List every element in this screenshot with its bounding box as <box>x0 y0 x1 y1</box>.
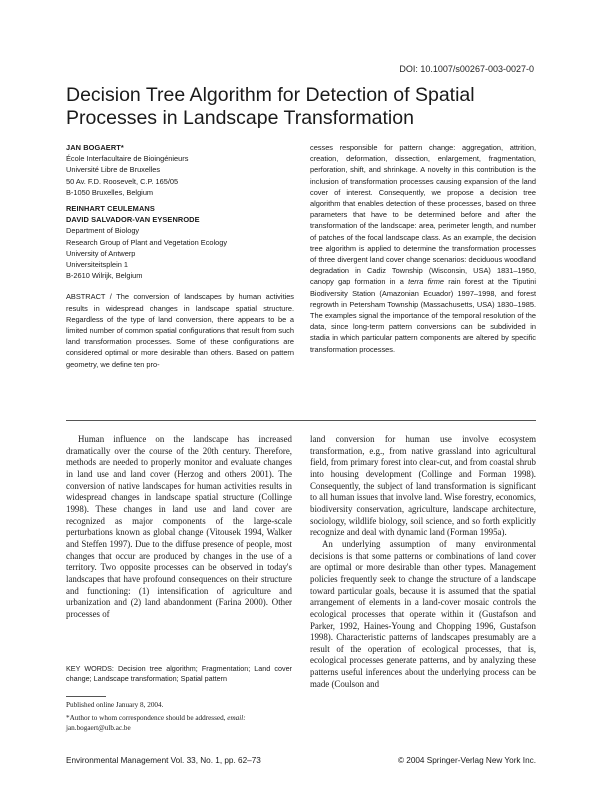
doi-label: DOI: 10.1007/s00267-003-0027-0 <box>399 64 534 74</box>
affiliation-line: École Interfacultaire de Bioingénieurs <box>66 154 189 164</box>
paper-title: Decision Tree Algorithm for Detection of Spatial Processes in Landscape Transformation <box>66 84 475 129</box>
affiliation-line: Research Group of Plant and Vegetation Ecology <box>66 237 228 247</box>
footnotes <box>66 664 292 734</box>
affiliation-line: Universiteitsplein 1 <box>66 260 129 270</box>
affiliation-line: 50 Av. F.D. Roosevelt, C.P. 165/05 <box>66 176 179 186</box>
published-note: Published online January 8, 2004. <box>66 701 164 709</box>
author-name: REINHART CEULEMANS <box>66 204 155 214</box>
author-name: DAVID SALVADOR-VAN EYSENRODE <box>66 215 200 225</box>
correspondence-email-label: email: <box>227 714 246 723</box>
abstract-text: cesses responsible for pattern change: aggregation, attrition, creation, deformation, dissection, enlargement, fragmentation, perforation, shift, and shrinkage. A novelty in this contribution is the inclusion of transformation processes causing expansion of the land cover of interest. Consequently, we propose a decision tree algorithm that enables detection of these processes, based on three parameters that have to be determined before and after the transformation of the landscape: area, perimeter length, and number of patches of the focal landscape class. As an example, the decision tree algorithm is applied to determine the transformation processes of three divergent land cover change scenarios: deciduous woodland degradation in Cadiz Township (Wisconsin, USA) 1831–1950, canopy gap formation in a <box>310 143 536 287</box>
correspondence-email: jan.bogaert@ulb.ac.be <box>66 724 131 733</box>
body-paragraph: An underlying assumption of many environmental decisions is that some patterns or combinations of land cover are optimal or more desirable than other types. Management policies frequently seek to change the structure of a landscape toward particular goals, because it is assumed that the spatial arrangement of elements in a land-cover mosaic controls the ecological processes that operate within it (Gustafson and Parker, 1992, Haines-Young and Chopping 1996, Gustafson 1998). Characteristic patterns of landscapes presumably are a result of the operation of ecological processes, that is, ecological processes generate patterns, and by analyzing these patterns useful inferences about the underlying process can be made (Coulson and <box>310 538 536 689</box>
affiliation-line: Université Libre de Bruxelles <box>66 165 161 175</box>
abstract-italic-text: terra firme <box>408 277 445 287</box>
section-divider <box>66 420 536 421</box>
author-name: JAN BOGAERT* <box>66 143 124 152</box>
keywords: KEY WORDS: Decision tree algorithm; Fragmentation; Land cover change; Landscape transformation; Spatial pattern <box>66 664 292 683</box>
correspondence-note <box>66 713 292 733</box>
copyright-notice: © 2004 Springer-Verlag New York Inc. <box>397 756 536 765</box>
affiliation-line: B-2610 Wilrijk, Belgium <box>66 271 143 281</box>
affiliation-line: University of Antwerp <box>66 248 136 258</box>
body-paragraph: land conversion for human use involve ecosystem transformation, e.g., from native grassland into agricultural field, from primary forest into clear-cut, and from coastal shrub into housing development (Collinge and Forman 1998). Consequently, the subject of land transformation is significant to all human issues that involve land. Wise forestry, economics, biodiversity conservation, agriculture, landscape architecture, sociology, wildlife biology, soil science, and so forth explicitly recognize and deal with dynamic land (Forman 1995a). <box>310 434 536 538</box>
abstract-text: rain forest at the Tiputini Biodiversity Station (Amazonian Ecuador) 1997–1998, and forest regrowth in Petersham Township (Massachusetts, USA) 1830–1985. The examples signal the importance of the temporal resolution of the data, since long-term pattern conversions can be subdivided in stadia in which particular pattern components are altered by specific transformation processes. <box>310 277 536 354</box>
affiliation-line: B-1050 Bruxelles, Belgium <box>66 187 154 197</box>
abstract-right <box>310 142 536 355</box>
correspondence-text: *Author to whom correspondence should be addressed, <box>66 714 228 723</box>
body-column-left <box>66 434 292 621</box>
abstract-left: ABSTRACT / The conversion of landscapes by human activities results in widespread changes in landscape spatial structure. Regardless of the type of land conversion, there appears to be a limited number of common spatial configurations that result from such land transformation processes. Some of these configurations are considered optimal or more desirable than others. Based on pattern geometry, we define ten pro- <box>66 292 294 369</box>
footnote-divider <box>66 696 106 697</box>
affiliation-line: Department of Biology <box>66 226 140 236</box>
journal-citation: Environmental Management Vol. 33, No. 1, pp. 62–73 <box>66 756 261 765</box>
body-paragraph: Human influence on the landscape has increased dramatically over the course of the 20th century. Therefore, methods are needed to properly monitor and evaluate changes in land use and land cover (Herzog and others 2001). The conversion of native landscapes for human activities results in widespread changes in landscape spatial structure (Collinge 1998). These changes in land use and land cover are recognized as major components of the large-scale perturbations known as global change (Vitousek 1994, Walker and Steffen 1997). Due to the diffuse presence of people, most changes that occur are produced by changes in the use of a territory. Two opposite processes can be observed in today's landscapes that have profound consequences on their structure and functioning: (1) intensification of agriculture and urbanization and (2) land abandonment (Farina 2000). Other processes of <box>66 434 292 619</box>
front-matter-left <box>66 142 294 370</box>
body-column-right <box>310 434 536 690</box>
